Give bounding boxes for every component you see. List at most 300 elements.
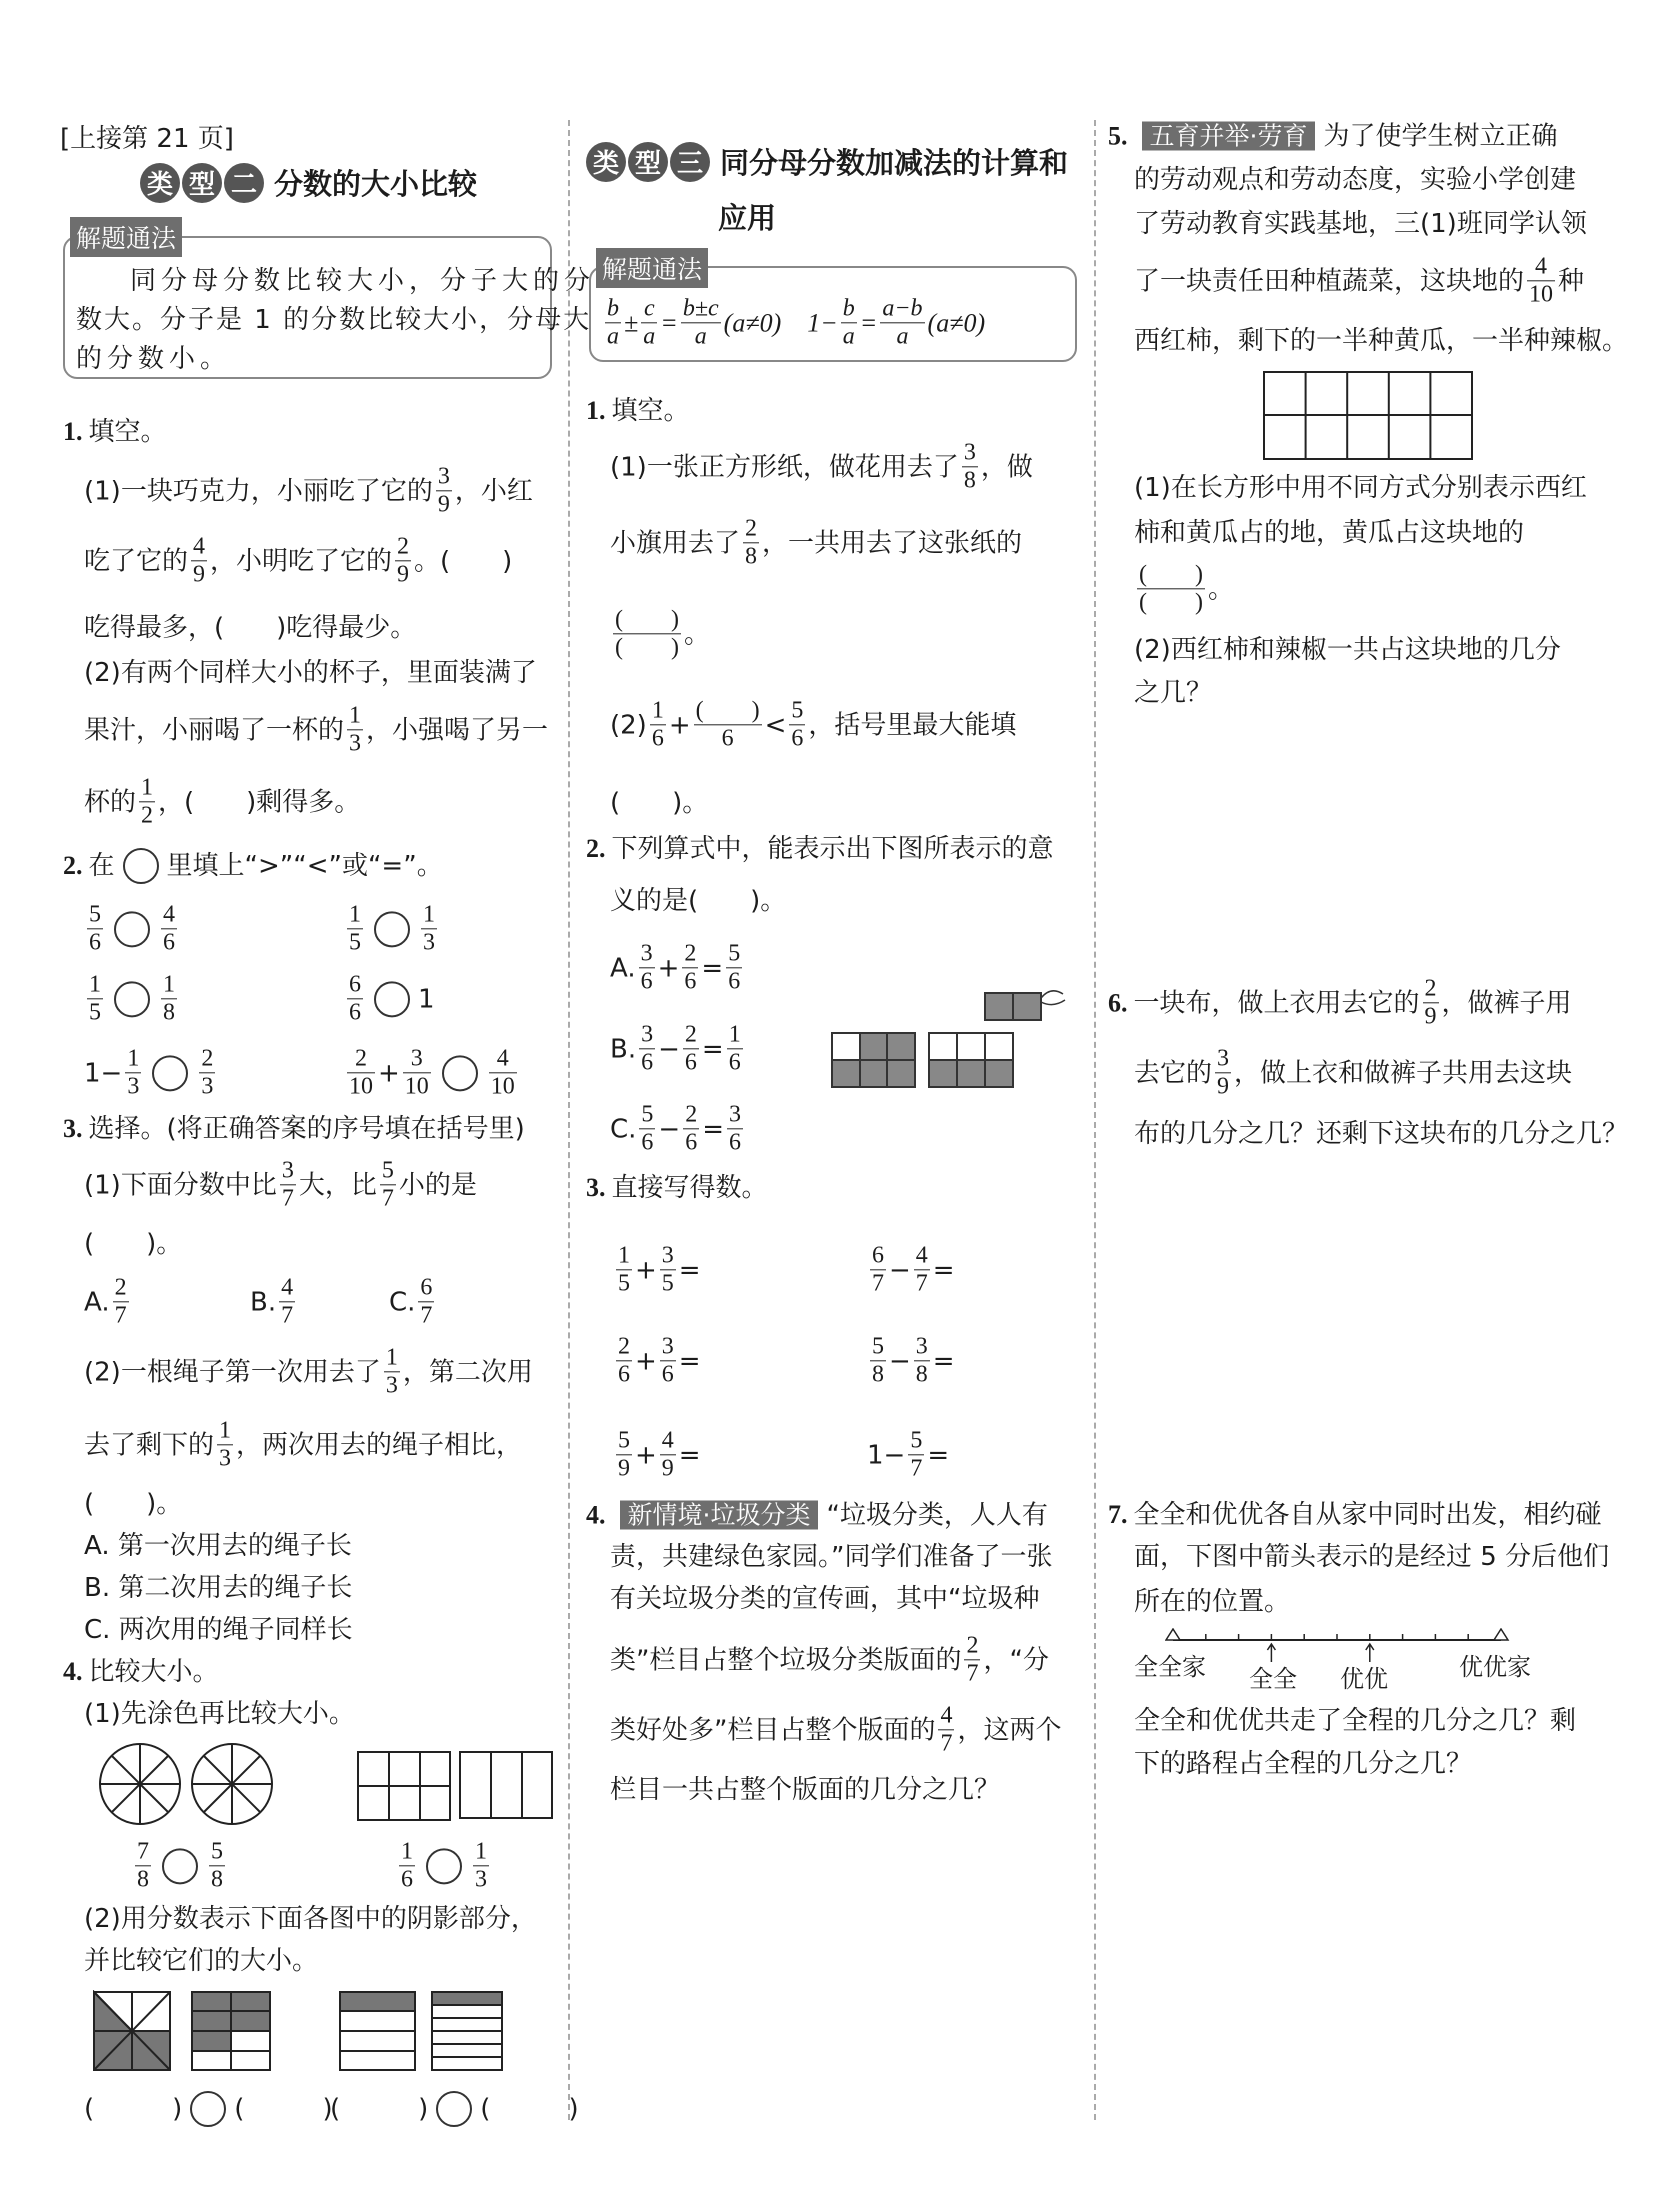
fraction xyxy=(113,1275,129,1328)
text-segment: = xyxy=(859,308,878,337)
denominator: 10 xyxy=(349,1073,373,1100)
field-grid[interactable] xyxy=(1262,370,1474,462)
calc-item xyxy=(867,1243,955,1296)
section-title-text: 同分母分数加减法的计算和 xyxy=(720,146,1069,180)
question-line xyxy=(84,1491,182,1517)
text-segment: ，括号里最大能填 xyxy=(808,710,1017,740)
text-segment: ，做上衣和做裤子共用去这块 xyxy=(1234,1058,1573,1088)
compare-item xyxy=(84,1046,218,1099)
numerator: 4 xyxy=(940,1702,953,1729)
denominator: 7 xyxy=(420,1302,433,1329)
text-segment: (1)一块巧克力，小丽吃了它的 xyxy=(84,476,433,506)
numerator: b±c xyxy=(682,295,719,322)
text-segment: ( ) xyxy=(330,2094,429,2124)
question-line xyxy=(84,703,548,756)
option-a xyxy=(610,941,745,994)
fraction xyxy=(347,972,363,1025)
question-line xyxy=(610,698,1016,751)
denominator: 10 xyxy=(404,1073,429,1100)
type-badge: 类 xyxy=(586,142,626,182)
text-segment: 全全和优优各自从家中同时出发，相约碰 xyxy=(1133,1500,1602,1530)
numerator: 1 xyxy=(728,1021,741,1048)
denominator: 6 xyxy=(641,1049,654,1076)
numerator: ( ) xyxy=(1139,561,1203,588)
text-segment: 并比较它们的大小。 xyxy=(84,1946,319,1976)
denominator: a xyxy=(896,323,909,350)
text-segment: ± xyxy=(624,308,639,337)
text-segment: 为了使学生树立正确 xyxy=(1323,121,1558,151)
type-badge: 二 xyxy=(224,163,264,203)
compare-circle[interactable] xyxy=(374,981,410,1017)
fraction xyxy=(727,1022,743,1075)
denominator: 8 xyxy=(963,467,976,494)
numerator: 1 xyxy=(89,971,101,998)
numerator: 1 xyxy=(423,901,435,928)
denominator: 6 xyxy=(729,1129,742,1156)
text-segment: + xyxy=(378,1058,400,1088)
question-line xyxy=(84,615,416,641)
calc-item xyxy=(867,1334,955,1387)
shaded-figures xyxy=(92,1990,512,2072)
text-segment: 1− xyxy=(867,1440,906,1470)
fraction xyxy=(914,1243,930,1296)
question-number: 5. xyxy=(1108,121,1128,150)
text-segment: (2)用分数表示下面各图中的阴影部分， xyxy=(84,1904,537,1934)
numerator: 4 xyxy=(661,1427,674,1454)
numerator: 1 xyxy=(618,1242,630,1269)
position-arrow xyxy=(1267,1644,1275,1662)
text-segment: − xyxy=(658,1034,680,1064)
numerator: 7 xyxy=(137,1838,149,1865)
text-segment: 小的是 xyxy=(398,1170,477,1200)
text-segment: (2)一根绳子第一次用去了 xyxy=(84,1357,381,1387)
question-line xyxy=(84,1906,537,1932)
numerator: 1 xyxy=(475,1838,487,1865)
text-segment: 1 xyxy=(418,984,435,1014)
answer-blank xyxy=(1134,562,1234,615)
text-segment: 果汁，小丽喝了一杯的 xyxy=(84,715,345,745)
denominator: 6 xyxy=(618,1361,630,1388)
denominator: 6 xyxy=(791,725,804,752)
denominator: 3 xyxy=(127,1073,140,1100)
numerator: 1 xyxy=(141,774,154,801)
fraction xyxy=(139,775,155,828)
fraction xyxy=(209,1839,225,1892)
denominator: 6 xyxy=(349,999,361,1026)
question-line xyxy=(84,775,360,828)
denominator: 6 xyxy=(651,725,664,752)
text-segment: 。 xyxy=(683,619,710,649)
topic-tag: 五育并举·劳育 xyxy=(1142,122,1316,151)
numerator: 3 xyxy=(437,463,450,490)
denominator: 6 xyxy=(640,968,653,995)
text-segment: 直接写得数。 xyxy=(611,1173,768,1203)
fraction xyxy=(841,296,857,349)
numerator: 3 xyxy=(410,1045,423,1072)
denominator: 5 xyxy=(89,999,101,1026)
question-line xyxy=(1134,680,1212,706)
compare-circle[interactable] xyxy=(190,2091,226,2127)
numerator: 2 xyxy=(201,1045,214,1072)
compare-circle[interactable] xyxy=(152,1055,188,1091)
text-segment: 了劳动教育实践基地，三(1)班同学认领 xyxy=(1134,209,1587,239)
text-segment: + xyxy=(635,1255,657,1285)
text-segment: 去它的 xyxy=(1134,1058,1213,1088)
text-segment: 一块布，做上衣用去它的 xyxy=(1133,988,1420,1018)
fraction xyxy=(660,1243,676,1296)
numerator: 2 xyxy=(966,1632,979,1659)
text-segment: A. 第一次用去的绳子长 xyxy=(84,1531,352,1561)
text-segment: (1)在长方形中用不同方式分别表示西红 xyxy=(1134,473,1587,503)
numerator: 4 xyxy=(915,1242,928,1269)
fraction xyxy=(347,902,363,955)
denominator: 6 xyxy=(661,1361,674,1388)
fraction xyxy=(399,1839,415,1892)
track-label-quanquan: 全全 xyxy=(1249,1665,1297,1693)
question-number: 2. xyxy=(586,834,606,863)
fraction xyxy=(125,1046,141,1099)
track-end-label: 优优家 xyxy=(1459,1653,1531,1681)
text-segment: − xyxy=(889,1255,911,1285)
numerator: 4 xyxy=(496,1045,509,1072)
text-segment: ，做 xyxy=(980,452,1033,482)
numerator: 5 xyxy=(381,1157,394,1184)
text-segment: 西红柿，剩下的一半种黄瓜，一半种辣椒。 xyxy=(1134,326,1629,356)
text-segment: 的劳动观点和劳动态度，实验小学创建 xyxy=(1134,165,1577,195)
fraction xyxy=(660,1428,676,1481)
text-segment: = xyxy=(701,1034,724,1064)
denominator: 8 xyxy=(872,1361,884,1388)
fraction xyxy=(681,296,721,349)
text-segment: (2) xyxy=(610,710,647,740)
denominator: 8 xyxy=(163,999,175,1026)
fraction xyxy=(639,941,655,994)
text-segment: = xyxy=(660,308,678,337)
numerator: b xyxy=(607,295,619,322)
text-segment: 大，比 xyxy=(298,1170,377,1200)
denominator: 6 xyxy=(684,1049,697,1076)
fraction xyxy=(683,1102,699,1155)
fraction xyxy=(964,1633,980,1686)
numerator: 4 xyxy=(163,901,175,928)
numerator: 1 xyxy=(127,1045,140,1072)
numerator: 5 xyxy=(641,1101,654,1128)
text-segment: (2)有两个同样大小的杯子，里面装满了 xyxy=(84,658,537,688)
fraction xyxy=(473,1839,489,1892)
question-line xyxy=(84,1345,533,1398)
section-title-text: 分数的大小比较 xyxy=(274,167,478,201)
fraction xyxy=(682,941,698,994)
question-line xyxy=(610,1586,1039,1612)
numerator: 1 xyxy=(219,1417,232,1444)
question-line xyxy=(84,464,533,517)
numerator: 2 xyxy=(1424,975,1437,1002)
calc-item xyxy=(867,1428,949,1481)
method-label: 解题通法 xyxy=(70,217,182,257)
question-line xyxy=(1134,637,1561,663)
fraction xyxy=(161,972,177,1025)
text-segment: = xyxy=(678,1440,701,1470)
text-segment: ，( )剩得多。 xyxy=(158,787,361,817)
question-5 xyxy=(1108,122,1557,151)
text-segment: “垃圾分类，人人有 xyxy=(826,1500,1048,1530)
question-line xyxy=(84,534,512,587)
text-segment: (1)一张正方形纸，做花用去了 xyxy=(610,452,959,482)
fraction xyxy=(191,534,207,587)
question-number: 2. xyxy=(63,851,83,880)
text-segment: B. xyxy=(610,1034,637,1064)
question-line xyxy=(1134,1751,1472,1777)
text-segment: 了一块责任田种植蔬菜，这块地的 xyxy=(1134,266,1525,296)
fraction xyxy=(727,1102,743,1155)
denominator: 5 xyxy=(349,929,361,956)
question-3 xyxy=(586,1175,768,1201)
question-number: 3. xyxy=(586,1173,606,1202)
denominator: 6 xyxy=(641,1129,654,1156)
fraction xyxy=(743,516,759,569)
fraction xyxy=(489,1046,517,1099)
text-segment: ，做裤子用 xyxy=(1441,988,1572,1018)
compare-item xyxy=(344,902,440,955)
text-segment: A. xyxy=(610,953,636,983)
denominator: 3 xyxy=(201,1073,214,1100)
fraction xyxy=(161,902,177,955)
compare-item xyxy=(396,1839,492,1892)
denominator: 3 xyxy=(219,1445,232,1472)
numerator: 3 xyxy=(281,1157,294,1184)
text-segment: ( ) xyxy=(480,2094,579,2124)
text-segment: < xyxy=(764,710,787,740)
calc-item xyxy=(613,1428,701,1481)
calc-item xyxy=(613,1334,701,1387)
denominator: 3 xyxy=(423,929,435,956)
text-segment: 面，下图中箭头表示的是经过 5 分后他们 xyxy=(1134,1542,1610,1572)
text-segment: 之几？ xyxy=(1134,678,1213,708)
text-segment: = xyxy=(678,1255,701,1285)
numerator: 3 xyxy=(963,439,976,466)
question-line xyxy=(1134,254,1584,307)
numerator: 2 xyxy=(684,1021,697,1048)
home-triangle xyxy=(1494,1629,1508,1640)
denominator: 7 xyxy=(281,1185,294,1212)
compare-circle[interactable] xyxy=(162,1848,198,1884)
text-segment: 义的是( )。 xyxy=(610,886,787,916)
numerator: 5 xyxy=(728,940,741,967)
text-segment: ，两次用去的绳子相比， xyxy=(236,1430,523,1460)
numerator: 5 xyxy=(791,697,804,724)
question-number: 3. xyxy=(63,1114,83,1143)
fraction xyxy=(347,1046,375,1099)
fraction xyxy=(380,1158,396,1211)
section-title xyxy=(140,162,477,203)
text-segment: + xyxy=(635,1440,657,1470)
numerator: 5 xyxy=(872,1333,884,1360)
method-text: 同分母分数比较大小，分子大的分 xyxy=(130,266,596,296)
compare-circle[interactable] xyxy=(442,1055,478,1091)
text-segment: 有关垃圾分类的宣传画，其中“垃圾种 xyxy=(610,1584,1040,1614)
text-segment: = xyxy=(932,1346,955,1376)
compare-circle[interactable] xyxy=(114,981,150,1017)
question-line xyxy=(610,888,786,914)
text-segment: + xyxy=(668,710,691,740)
question-line xyxy=(1134,167,1576,193)
color-in-figures[interactable] xyxy=(98,1742,558,1826)
continued-from-page: [上接第 21 页] xyxy=(60,124,234,154)
text-segment: 里填上“>”“<”或“=”。 xyxy=(166,851,443,881)
numerator: 3 xyxy=(915,1333,928,1360)
numerator: 1 xyxy=(349,702,362,729)
numerator: 2 xyxy=(618,1333,630,1360)
question-1 xyxy=(586,398,690,424)
denominator: a xyxy=(842,323,855,350)
compare-circle[interactable] xyxy=(114,911,150,947)
text-segment: ( )。 xyxy=(84,1489,183,1519)
denominator: 9 xyxy=(193,561,206,588)
compare-circle[interactable] xyxy=(436,2091,472,2127)
text-segment: = xyxy=(702,1114,725,1144)
text-segment: C. 两次用的绳子同样长 xyxy=(84,1615,353,1645)
question-line xyxy=(610,1777,1000,1803)
denominator: 9 xyxy=(1217,1073,1230,1100)
question-line xyxy=(84,1418,522,1471)
numerator: 3 xyxy=(661,1333,674,1360)
denominator: 9 xyxy=(618,1455,630,1482)
text-segment: (1)先涂色再比较大小。 xyxy=(84,1699,355,1729)
text-segment: 布的几分之几？还剩下这块布的几分之几？ xyxy=(1134,1119,1629,1149)
denominator: 9 xyxy=(1424,1003,1437,1030)
answer-blank xyxy=(610,607,710,660)
numerator: 6 xyxy=(420,1274,433,1301)
denominator: 6 xyxy=(89,929,101,956)
question-line xyxy=(1134,1121,1628,1147)
compare-circle[interactable] xyxy=(123,848,159,884)
question-line xyxy=(610,790,708,816)
fraction xyxy=(135,1839,151,1892)
question-line xyxy=(610,1544,1052,1570)
fraction xyxy=(616,1243,632,1296)
fraction xyxy=(616,1428,632,1481)
text-segment: 种 xyxy=(1558,266,1585,296)
numerator: 3 xyxy=(729,1101,742,1128)
question-number: 4. xyxy=(63,1657,83,1686)
text-segment: 责，共建绿色家园。”同学们准备了一张 xyxy=(610,1542,1053,1572)
method-label: 解题通法 xyxy=(596,248,708,288)
denominator: 8 xyxy=(745,543,758,570)
fraction xyxy=(914,1334,930,1387)
denominator: 6 xyxy=(163,929,175,956)
denominator: a xyxy=(643,323,656,350)
column-divider xyxy=(568,120,570,2120)
denominator: 8 xyxy=(211,1866,223,1893)
numerator: ( ) xyxy=(695,697,760,724)
text-segment: ( ) xyxy=(234,2094,333,2124)
denominator: ( ) xyxy=(1139,589,1203,616)
text-segment: 去了剩下的 xyxy=(84,1430,215,1460)
fraction xyxy=(436,464,452,517)
numerator: 3 xyxy=(641,1021,654,1048)
fraction xyxy=(384,1345,400,1398)
compare-item xyxy=(84,972,180,1025)
fraction xyxy=(87,972,103,1025)
fraction xyxy=(421,902,437,955)
fraction xyxy=(616,1334,632,1387)
numerator: 4 xyxy=(193,533,206,560)
text-segment: ，小强喝了另一 xyxy=(366,715,549,745)
numerator: 1 xyxy=(163,971,175,998)
text-segment: 。( ) xyxy=(414,546,513,576)
question-line xyxy=(610,1703,1062,1756)
track-label-youyou: 优优 xyxy=(1340,1665,1388,1693)
fraction xyxy=(660,1334,676,1387)
text-segment: 所在的位置。 xyxy=(1134,1587,1291,1617)
compare-item xyxy=(344,972,435,1025)
fraction xyxy=(347,703,363,756)
text-segment: 柿和黄瓜占的地，黄瓜占这块地的 xyxy=(1134,518,1525,548)
fraction xyxy=(639,1102,655,1155)
question-line xyxy=(1134,1708,1576,1734)
text-segment: 选择。(将正确答案的序号填在括号里) xyxy=(88,1114,525,1144)
denominator: 8 xyxy=(915,1361,928,1388)
question-line xyxy=(1134,211,1587,237)
option-c xyxy=(84,1617,353,1643)
text-segment: 下的路程占全程的几分之几？ xyxy=(1134,1749,1473,1779)
question-number: 1. xyxy=(63,417,83,446)
text-segment: 全全和优优共走了全程的几分之几？剩 xyxy=(1134,1706,1577,1736)
numerator: 4 xyxy=(1535,253,1548,280)
fraction xyxy=(217,1418,233,1471)
fraction xyxy=(395,534,411,587)
text-segment: + xyxy=(635,1346,657,1376)
fraction xyxy=(87,902,103,955)
denominator: 8 xyxy=(137,1866,149,1893)
denominator: 10 xyxy=(1529,281,1554,308)
numerator: 4 xyxy=(281,1274,294,1301)
fraction xyxy=(938,1703,954,1756)
denominator: 7 xyxy=(915,1270,928,1297)
question-line xyxy=(610,516,1022,569)
question-1 xyxy=(63,419,167,445)
type-badge: 型 xyxy=(628,142,668,182)
denominator: 7 xyxy=(966,1660,979,1687)
text-segment: A. xyxy=(84,1287,110,1317)
fraction xyxy=(789,698,805,751)
question-line xyxy=(1134,520,1524,546)
text-segment: 吃了它的 xyxy=(84,546,189,576)
question-line xyxy=(84,1158,477,1211)
fraction xyxy=(1527,254,1555,307)
text-segment: − xyxy=(658,1114,681,1144)
text-segment: B. xyxy=(250,1287,277,1317)
text-segment: 杯的 xyxy=(84,787,137,817)
denominator: 5 xyxy=(618,1270,630,1297)
numerator: 5 xyxy=(211,1838,223,1865)
question-line xyxy=(84,1231,182,1257)
text-segment: ( )。 xyxy=(84,1229,183,1259)
compare-circle[interactable] xyxy=(374,911,410,947)
fraction xyxy=(280,1158,296,1211)
question-number: 7. xyxy=(1108,1500,1128,1529)
compare-circle[interactable] xyxy=(426,1848,462,1884)
denominator: 7 xyxy=(281,1302,294,1329)
denominator: 3 xyxy=(475,1866,487,1893)
section-title xyxy=(586,141,1068,182)
numerator: 2 xyxy=(355,1045,367,1072)
numerator: 3 xyxy=(661,1242,674,1269)
numerator: 1 xyxy=(401,1838,413,1865)
answer-blanks xyxy=(84,2091,333,2127)
question-line xyxy=(1134,1544,1609,1570)
numerator: 6 xyxy=(872,1242,884,1269)
